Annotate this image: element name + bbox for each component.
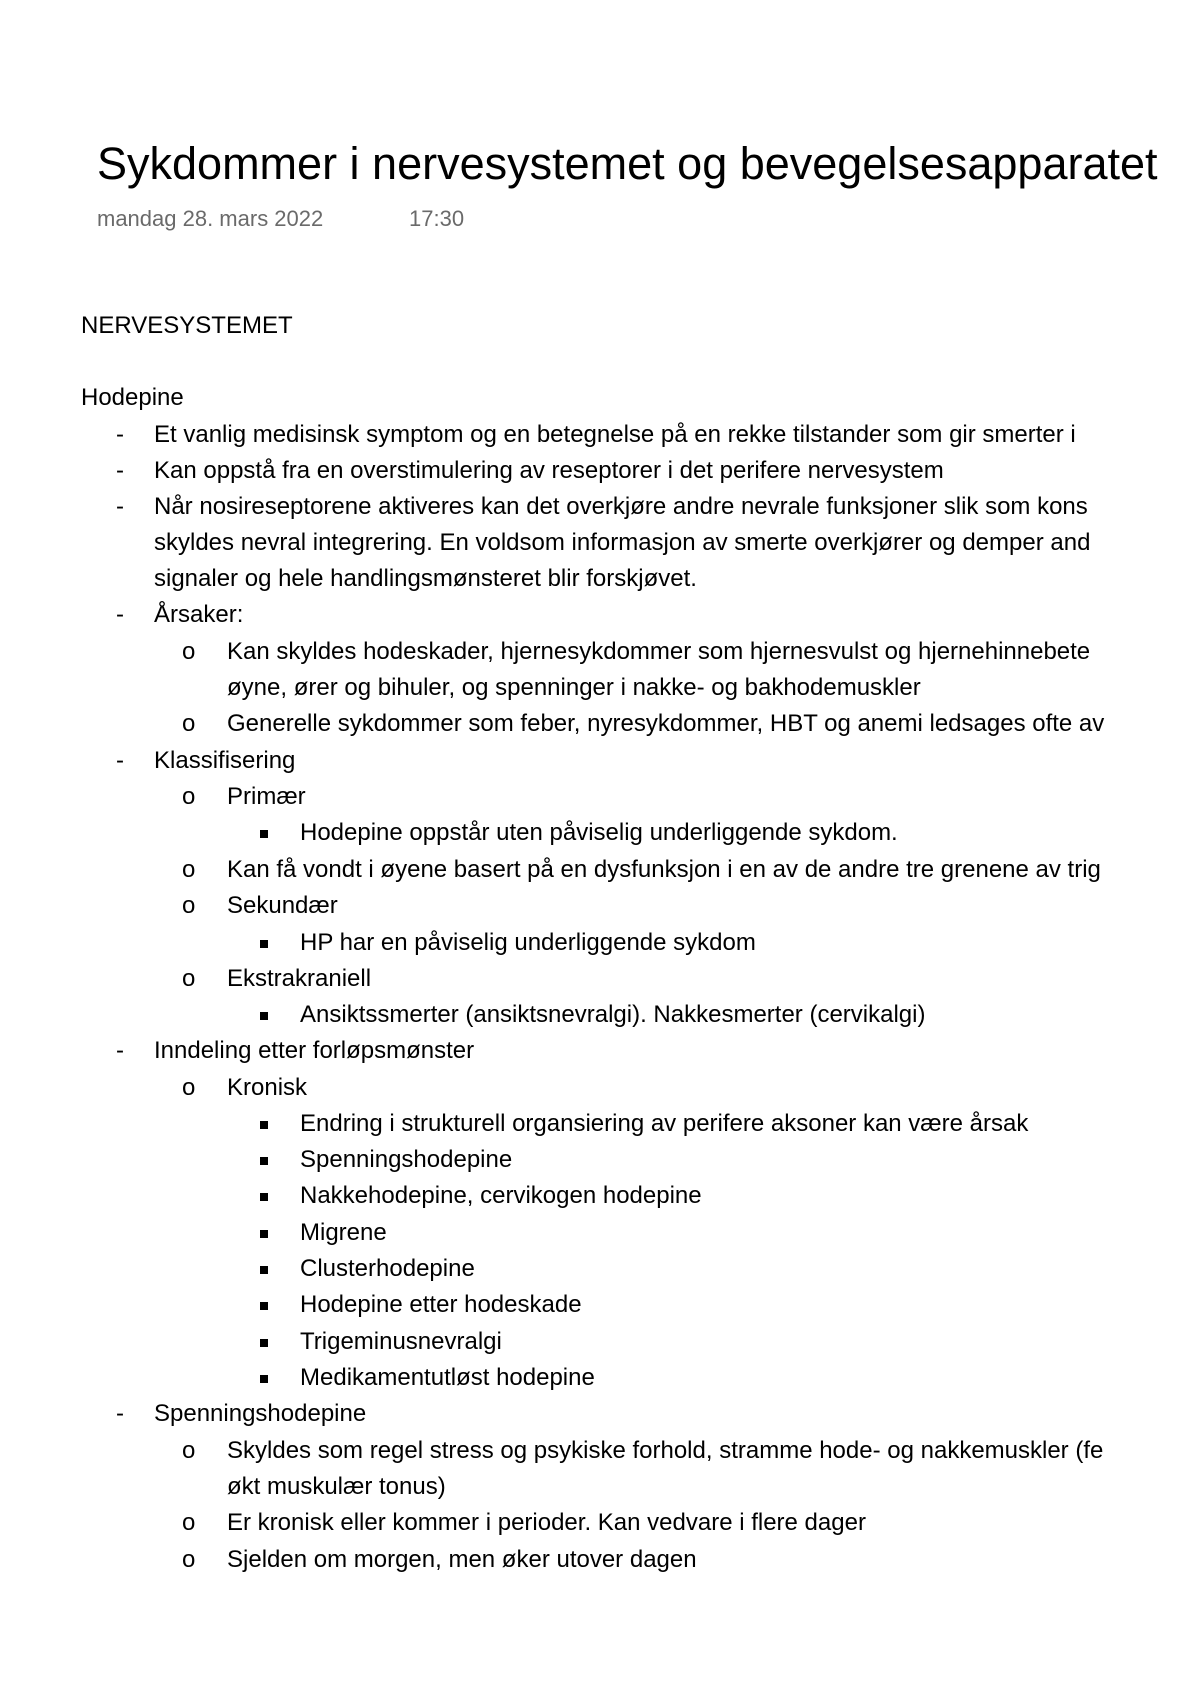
dash-bullet: - bbox=[116, 601, 124, 628]
circle-bullet: o bbox=[182, 1509, 196, 1536]
page-title: Sykdommer i nervesystemet og bevegelsesapparatet bbox=[97, 138, 1158, 189]
dash-bullet: - bbox=[116, 457, 124, 484]
circle-bullet: o bbox=[182, 710, 196, 737]
dash-bullet: - bbox=[116, 493, 124, 520]
square-bullet bbox=[260, 1360, 268, 1396]
document-page: Sykdommer i nervesystemet og bevegelsesapparatet mandag 28. mars 2022 17:30 NERVESYSTEMET Hodepine - Et vanlig medisinsk symptom og en betegnelse på en rekke tilstander som gir smerter i - Kan oppstå fra en overstimulering av reseptorer i det perifere nervesystem - Når nosireseptorene aktiveres kan det overkjøre andre nevrale funksjoner slik som kons skyldes nevral integrering. En voldsom informasjon av smerte overkjører og demper and signaler og hele handlingsmønsteret blir forskjøvet. - Årsaker: o Kan skyldes hodeskader, hjernesykdommer som hjernesvulst og hjernehinnebete øyne, ører og bihuler, og spenninger i nakke- og bakhodemuskler o Generelle sykdommer som feber, nyresykdommer, HBT og anemi ledsages ofte av - Klassifisering o Primær Hodepine oppstår uten påviselig underliggende sykdom. o Kan få vondt i øyene basert på en dysfunksjon i en av de andre tre grenene av trig o Sekundær HP har en påviselig underliggende sykdom o Ekstrakraniell Ansiktssmerter (ansiktsnevralgi). Nakkesmerter (cervikalgi) - Inndeling etter forløpsmønster o Kronisk Endring i strukturell organsiering av perifere aksoner kan være årsak Spenningshodepine Nakkehodepine, cervikogen hodepine Migrene Clusterhodepine Hodepine etter hodeskade Trigeminusnevralgi Medikamentutløst hodepine - Spenningshodepine o Skyldes som regel stress og psykiske forhold, stramme hode- og nakkemuskler (fe økt muskulær tonus) o Er kronisk eller kommer i perioder. Kan vedvare i flere dager o Sjelden om morgen, men øker utover dagen bbox=[0, 0, 1200, 1698]
dash-bullet: - bbox=[116, 1400, 124, 1427]
dash-bullet: - bbox=[116, 421, 124, 448]
dash-bullet: - bbox=[116, 1037, 124, 1064]
page-meta bbox=[97, 206, 465, 232]
square-bullet bbox=[260, 925, 268, 961]
page-date: mandag 28. mars 2022 bbox=[97, 206, 324, 231]
square-bullet bbox=[260, 1106, 268, 1142]
square-bullet bbox=[260, 815, 268, 851]
circle-bullet: o bbox=[182, 892, 196, 919]
circle-bullet: o bbox=[182, 783, 196, 810]
square-bullet bbox=[260, 1215, 268, 1251]
square-bullet bbox=[260, 997, 268, 1033]
dash-bullet: - bbox=[116, 747, 124, 774]
square-bullet bbox=[260, 1251, 268, 1287]
circle-bullet: o bbox=[182, 638, 196, 665]
circle-bullet: o bbox=[182, 965, 196, 992]
circle-bullet: o bbox=[182, 1074, 196, 1101]
square-bullet bbox=[260, 1178, 268, 1214]
page-time: 17:30 bbox=[409, 206, 465, 231]
square-bullet bbox=[260, 1324, 268, 1360]
circle-bullet: o bbox=[182, 1437, 196, 1464]
square-bullet bbox=[260, 1287, 268, 1323]
circle-bullet: o bbox=[182, 856, 196, 883]
square-bullet bbox=[260, 1142, 268, 1178]
circle-bullet: o bbox=[182, 1546, 196, 1573]
